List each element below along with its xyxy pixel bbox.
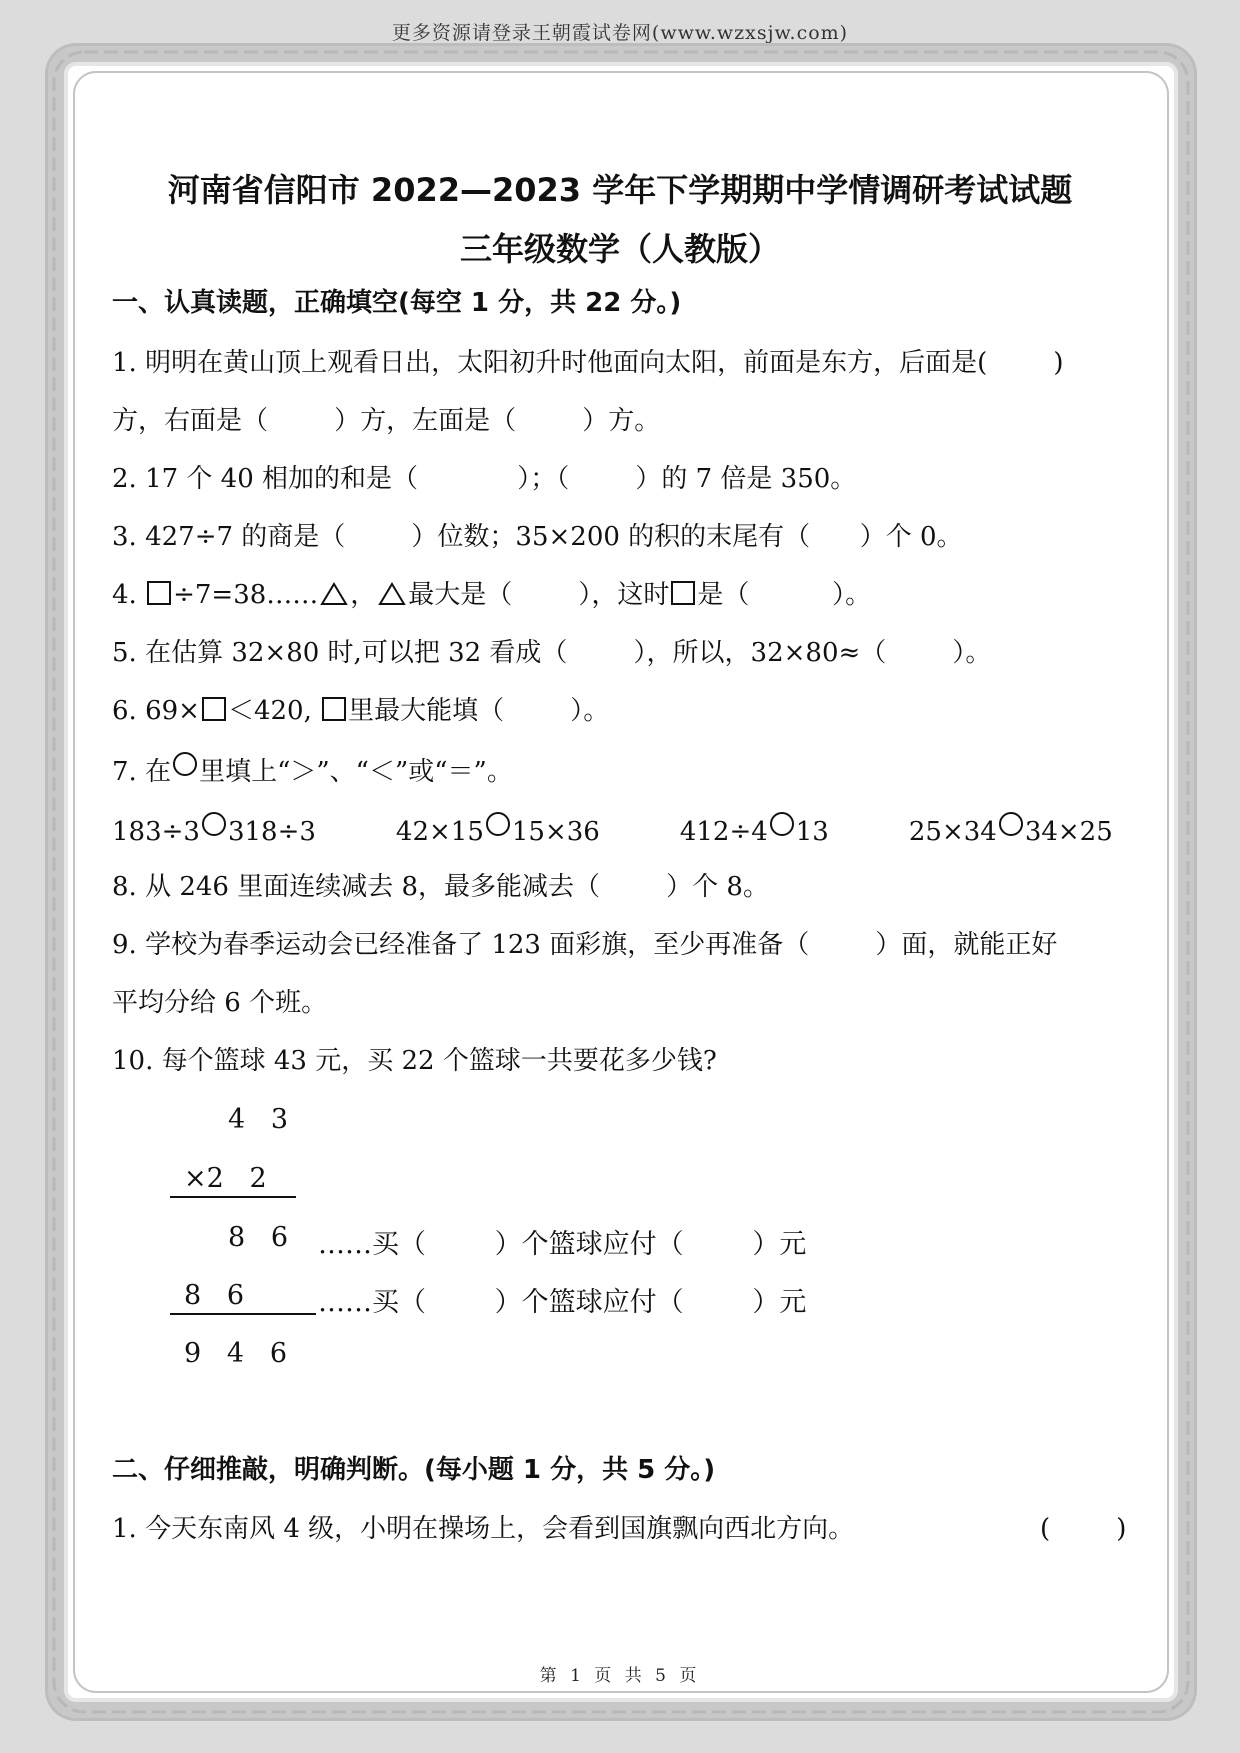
calc-row-4-text: ……买（ ）个篮球应付（ ）元 bbox=[318, 1287, 807, 1318]
q7-part-a: 7. 在 bbox=[112, 757, 172, 787]
question-6 bbox=[112, 694, 609, 728]
calc-row-3: 8 6 bbox=[228, 1222, 289, 1253]
square-icon bbox=[147, 581, 171, 605]
q7-comparisons bbox=[112, 812, 1113, 849]
calc-row-5: 9 4 6 bbox=[184, 1338, 288, 1369]
question-1-line2: 方，右面是（ ）方，左面是（ ）方。 bbox=[112, 406, 661, 436]
compare-item-4 bbox=[909, 817, 1113, 847]
question-8: 8. 从 246 里面连续减去 8，最多能减去（ ）个 8。 bbox=[112, 872, 769, 902]
compare-right: 318÷3 bbox=[227, 817, 316, 847]
compare-right: 13 bbox=[795, 817, 829, 847]
circle-icon bbox=[770, 812, 794, 836]
q4-part-b: ÷7=38…… bbox=[173, 580, 319, 610]
exam-title: 河南省信阳市 2022—2023 学年下学期期中学情调研考试试题 bbox=[167, 171, 1073, 209]
calc-row-2: ×2 2 bbox=[184, 1163, 267, 1194]
q7-part-b: 里填上“＞”、“＜”或“＝”。 bbox=[199, 757, 513, 787]
question-9-line1: 9. 学校为春季运动会已经准备了 123 面彩旗，至少再准备（ ）面，就能正好 bbox=[112, 930, 1058, 960]
calc-row-3-text: ……买（ ）个篮球应付（ ）元 bbox=[318, 1229, 807, 1260]
compare-right: 34×25 bbox=[1024, 817, 1113, 847]
compare-left: 25×34 bbox=[908, 817, 997, 847]
question-9-line2: 平均分给 6 个班。 bbox=[112, 988, 328, 1018]
s2-question-1: 1. 今天东南风 4 级，小明在操场上，会看到国旗飘向西北方向。 bbox=[112, 1514, 855, 1544]
exam-subtitle: 三年级数学（人教版） bbox=[459, 230, 780, 268]
s2-question-1-answer-bracket: ( ) bbox=[1040, 1514, 1127, 1544]
question-1-line1: 1. 明明在黄山顶上观看日出，太阳初升时他面向太阳，前面是东方，后面是( ) bbox=[112, 348, 1064, 378]
site-header: 更多资源请登录王朝霞试卷网(www.wzxsjw.com) bbox=[391, 22, 849, 44]
compare-right: 15×36 bbox=[511, 817, 600, 847]
calc-row-1: 4 3 bbox=[228, 1104, 289, 1135]
q6-part-a: 6. 69× bbox=[112, 696, 200, 726]
circle-icon bbox=[999, 812, 1023, 836]
calc-row-4: 8 6 bbox=[184, 1280, 245, 1311]
square-icon bbox=[202, 697, 226, 721]
question-2: 2. 17 个 40 相加的和是（ ）；（ ）的 7 倍是 350。 bbox=[112, 464, 857, 494]
q4-part-a: 4. bbox=[112, 580, 146, 610]
calc-underline-1 bbox=[170, 1196, 296, 1198]
square-icon bbox=[671, 581, 695, 605]
compare-item-3 bbox=[680, 817, 829, 847]
triangle-icon bbox=[320, 582, 348, 606]
circle-icon bbox=[486, 812, 510, 836]
section1-heading: 一、认真读题，正确填空(每空 1 分，共 22 分。) bbox=[112, 288, 682, 318]
section2-heading: 二、仔细推敲，明确判断。(每小题 1 分，共 5 分。) bbox=[112, 1455, 716, 1485]
compare-item-1 bbox=[112, 817, 316, 847]
compare-left: 183÷3 bbox=[112, 817, 200, 847]
q4-part-c: ， bbox=[350, 580, 377, 610]
square-icon bbox=[322, 697, 346, 721]
compare-left: 42×15 bbox=[395, 817, 484, 847]
question-4 bbox=[112, 578, 871, 612]
circle-icon bbox=[202, 812, 226, 836]
q6-part-b: ＜420, bbox=[227, 696, 321, 726]
compare-item-2 bbox=[396, 817, 600, 847]
q4-part-e: 是（ ）。 bbox=[697, 580, 872, 610]
question-10: 10. 每个篮球 43 元，买 22 个篮球一共要花多少钱? bbox=[112, 1046, 717, 1076]
circle-icon bbox=[173, 752, 197, 776]
question-5: 5. 在估算 32×80 时,可以把 32 看成（ ），所以，32×80≈（ ）。 bbox=[112, 638, 992, 668]
triangle-icon bbox=[378, 582, 406, 606]
question-3: 3. 427÷7 的商是（ ）位数；35×200 的积的末尾有（ ）个 0。 bbox=[112, 522, 963, 552]
q6-part-c: 里最大能填（ ）。 bbox=[348, 696, 610, 726]
compare-left: 412÷4 bbox=[679, 817, 768, 847]
q4-part-d: 最大是（ ），这时 bbox=[408, 580, 670, 610]
page-footer: 第 1 页 共 5 页 bbox=[539, 1666, 701, 1686]
question-7 bbox=[112, 752, 513, 789]
calc-underline-2 bbox=[170, 1313, 316, 1315]
